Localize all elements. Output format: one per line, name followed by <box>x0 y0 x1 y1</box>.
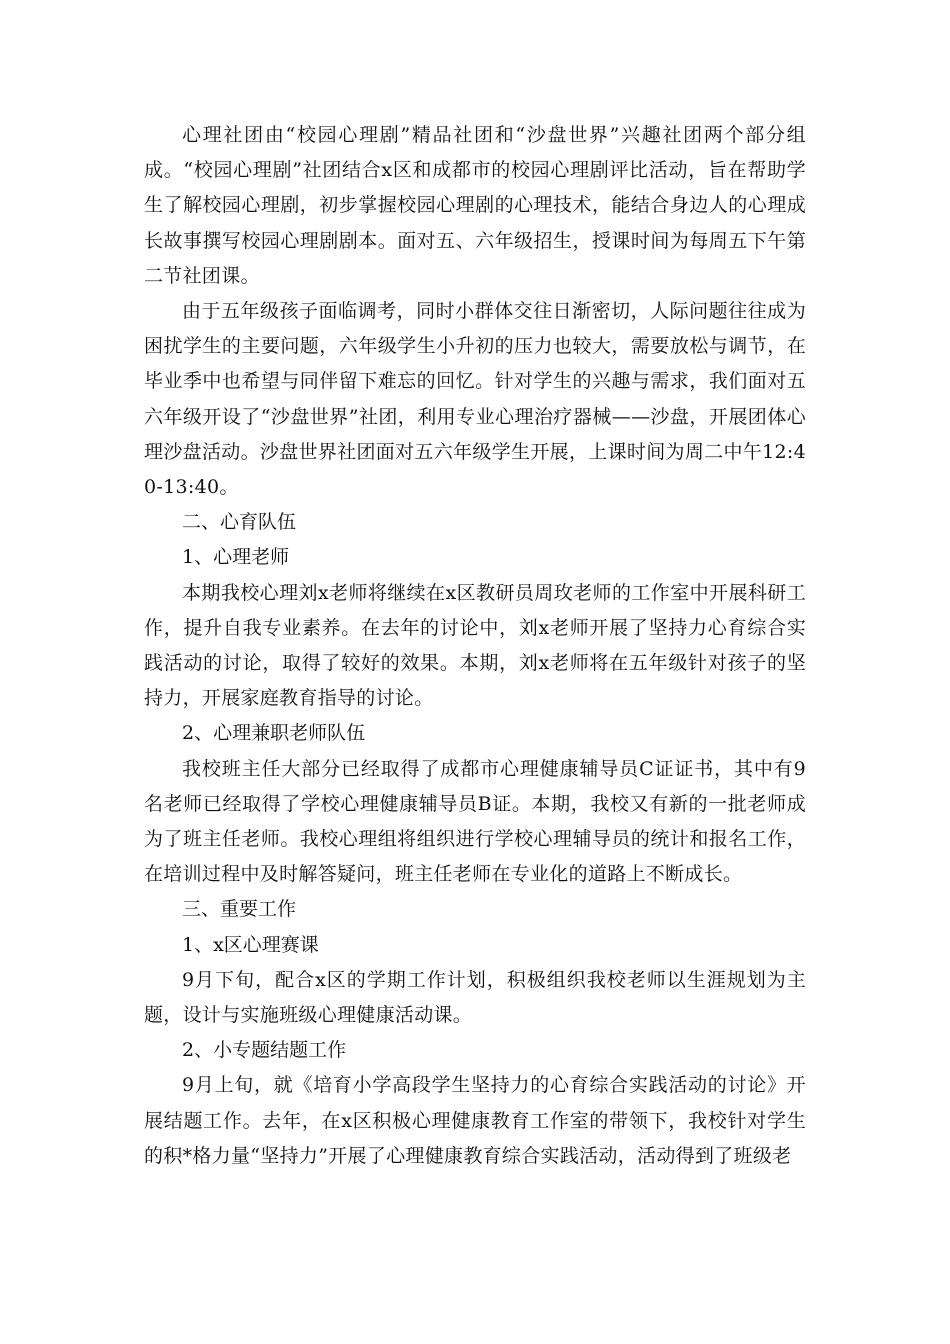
paragraph-lesson-contest: 9月下旬，配合x区的学期工作计划，积极组织我校老师以生涯规划为主题，设计与实施班级心理健康活动课。 <box>144 968 806 1027</box>
section-heading-key-work: 三、重要工作 <box>182 898 297 921</box>
paragraph-psych-teacher: 本期我校心理刘x老师将继续在x区教研员周玫老师的工作室中开展科研工作，提升自我专业素养。在去年的讨论中，刘x老师开展了坚持力心育综合实践活动的讨论，取得了较好的效果。本期，刘x老师将在五年级针对孩子的坚持力，开展家庭教育指导的讨论。 <box>144 581 806 710</box>
paragraph-parttime-teachers: 我校班主任大部分已经取得了成都市心理健康辅导员C证证书，其中有9名老师已经取得了学校心理健康辅导员B证。本期，我校又有新的一批老师成为了班主任老师。我校心理组将组织进行学校心理辅导员的统计和报名工作，在培训过程中及时解答疑问，班主任老师在专业化的道路上不断成长。 <box>144 757 806 886</box>
subheading-lesson-contest: 1、x区心理赛课 <box>182 933 319 956</box>
paragraph-sandplay-club: 由于五年级孩子面临调考，同时小群体交往日渐密切，人际问题往往成为困扰学生的主要问题，六年级学生小升初的压力也较大，需要放松与调节，在毕业季中也希望与同伴留下难忘的回忆。针对学生的兴趣与需求，我们面对五六年级开设了“沙盘世界”社团，利用专业心理治疗器械——沙盘，开展团体心理沙盘活动。沙盘世界社团面对五六年级学生开展，上课时间为周二中午12:40-13:40。 <box>144 300 806 499</box>
subheading-psych-teacher: 1、心理老师 <box>182 546 290 569</box>
paragraph-project-closing: 9月上旬，就《培育小学高段学生坚持力的心育综合实践活动的讨论》开展结题工作。去年，在x区积极心理健康教育工作室的带领下，我校针对学生的积*格力量“坚持力”开展了心理健康教育综合实践活动，活动得到了班级老 <box>144 1074 806 1167</box>
subheading-parttime-teachers: 2、心理兼职老师队伍 <box>182 722 366 745</box>
paragraph-psych-club-intro: 心理社团由“校园心理剧”精品社团和“沙盘世界”兴趣社团两个部分组成。“校园心理剧”社团结合x区和成都市的校园心理剧评比活动，旨在帮助学生了解校园心理剧，初步掌握校园心理剧的心理技术，能结合身边人的心理成长故事撰写校园心理剧剧本。面对五、六年级招生，授课时间为每周五下午第二节社团课。 <box>144 124 806 287</box>
document-body <box>144 118 806 1174</box>
subheading-project-closing: 2、小专题结题工作 <box>182 1039 347 1062</box>
section-heading-team: 二、心育队伍 <box>182 511 297 534</box>
